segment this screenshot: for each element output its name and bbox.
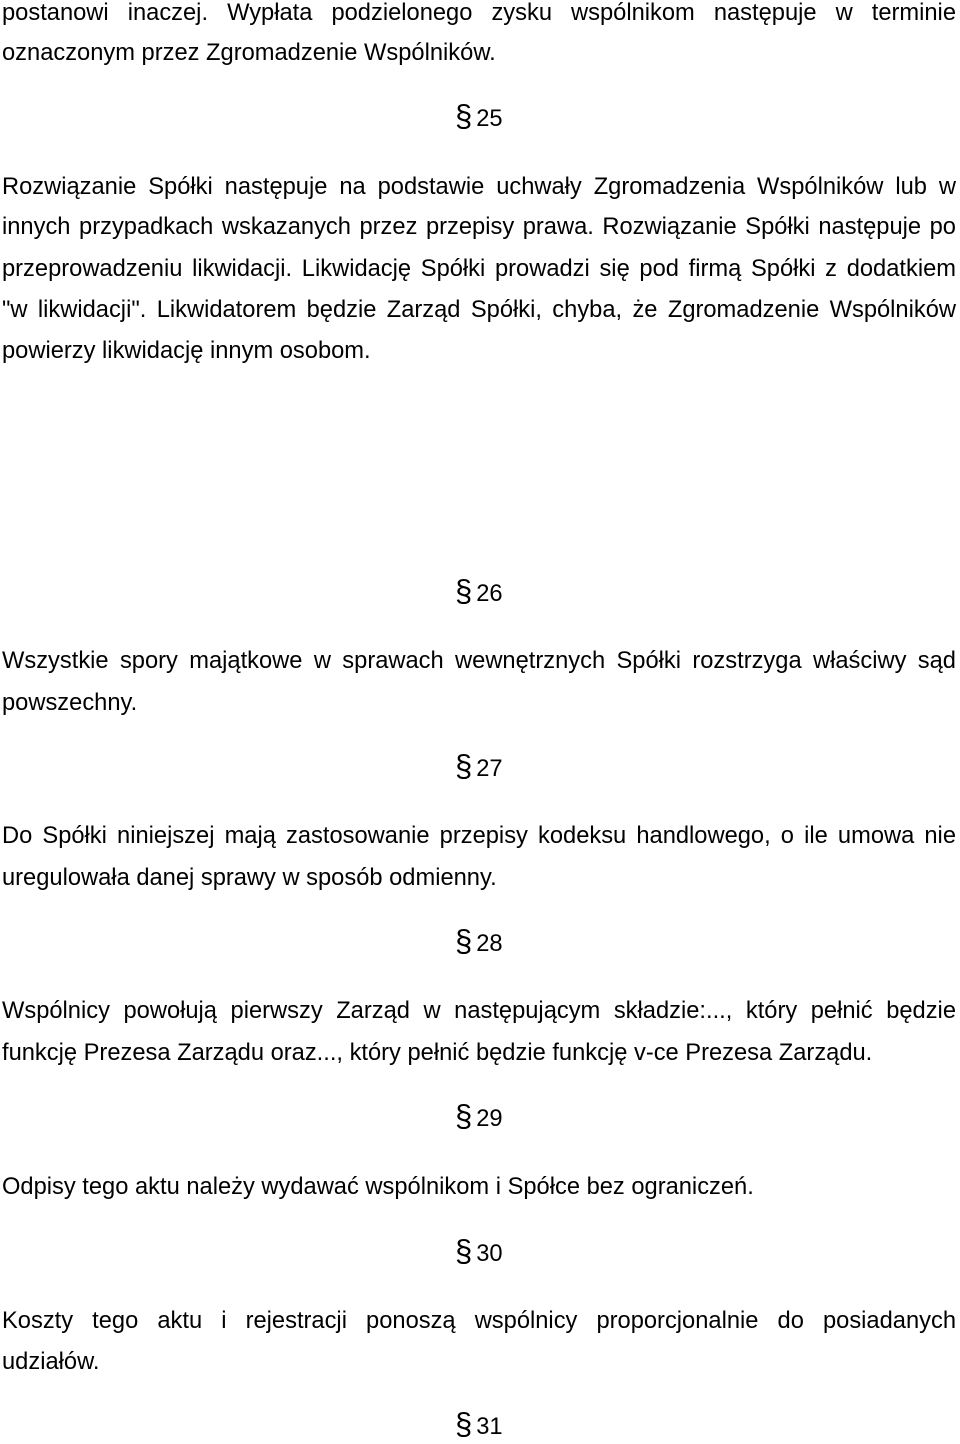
section-symbol: §: [455, 748, 473, 783]
section-number: 27: [476, 756, 503, 782]
section-heading: [455, 573, 503, 608]
paragraph-line: udziałów.: [2, 1349, 100, 1375]
paragraph-line: powszechny.: [2, 690, 138, 716]
section-heading: [455, 923, 503, 958]
section-symbol: §: [455, 1098, 473, 1133]
section-heading: [455, 748, 503, 783]
paragraph-line: przeprowadzeniu likwidacji. Likwidację Spółki prowadzi się pod firmą Spółki z dodatkiem: [2, 256, 956, 282]
paragraph-line: Wszystkie spory majątkowe w sprawach wewnętrznych Spółki rozstrzyga właściwy sąd: [2, 648, 956, 674]
paragraph-line: innych przypadkach wskazanych przez przepisy prawa. Rozwiązanie Spółki następuje po: [2, 214, 956, 240]
section-symbol: §: [455, 923, 473, 958]
paragraph-line: funkcję Prezesa Zarządu oraz..., który pełnić będzie funkcję v-ce Prezesa Zarządu.: [2, 1040, 873, 1066]
section-heading: [455, 98, 503, 133]
paragraph-line: Do Spółki niniejszej mają zastosowanie przepisy kodeksu handlowego, o ile umowa nie: [2, 823, 956, 849]
section-number: 30: [476, 1241, 503, 1267]
paragraph-line: Rozwiązanie Spółki następuje na podstawie uchwały Zgromadzenia Wspólników lub w: [2, 174, 956, 200]
section-number: 28: [476, 931, 503, 957]
section-number: 31: [476, 1414, 503, 1440]
section-symbol: §: [455, 1233, 473, 1268]
paragraph-line: postanowi inaczej. Wypłata podzielonego zysku wspólnikom następuje w terminie: [2, 0, 956, 26]
paragraph-line: oznaczonym przez Zgromadzenie Wspólników.: [2, 40, 496, 66]
section-number: 25: [476, 106, 503, 132]
section-symbol: §: [455, 573, 473, 608]
section-heading: [455, 1233, 503, 1268]
section-symbol: §: [455, 98, 473, 133]
section-number: 26: [476, 581, 503, 607]
section-number: 29: [476, 1106, 503, 1132]
paragraph-line: "w likwidacji". Likwidatorem będzie Zarząd Spółki, chyba, że Zgromadzenie Wspólników: [2, 297, 956, 323]
section-heading: [455, 1406, 503, 1441]
paragraph-line: Wspólnicy powołują pierwszy Zarząd w następującym składzie:..., który pełnić będzie: [2, 998, 956, 1024]
section-heading: [455, 1098, 503, 1133]
paragraph-line: Odpisy tego aktu należy wydawać wspólnikom i Spółce bez ograniczeń.: [2, 1174, 754, 1200]
paragraph-line: powierzy likwidację innym osobom.: [2, 338, 371, 364]
paragraph-line: Koszty tego aktu i rejestracji ponoszą wspólnicy proporcjonalnie do posiadanych: [2, 1308, 956, 1334]
section-symbol: §: [455, 1406, 473, 1441]
paragraph-line: uregulowała danej sprawy w sposób odmienny.: [2, 865, 497, 891]
